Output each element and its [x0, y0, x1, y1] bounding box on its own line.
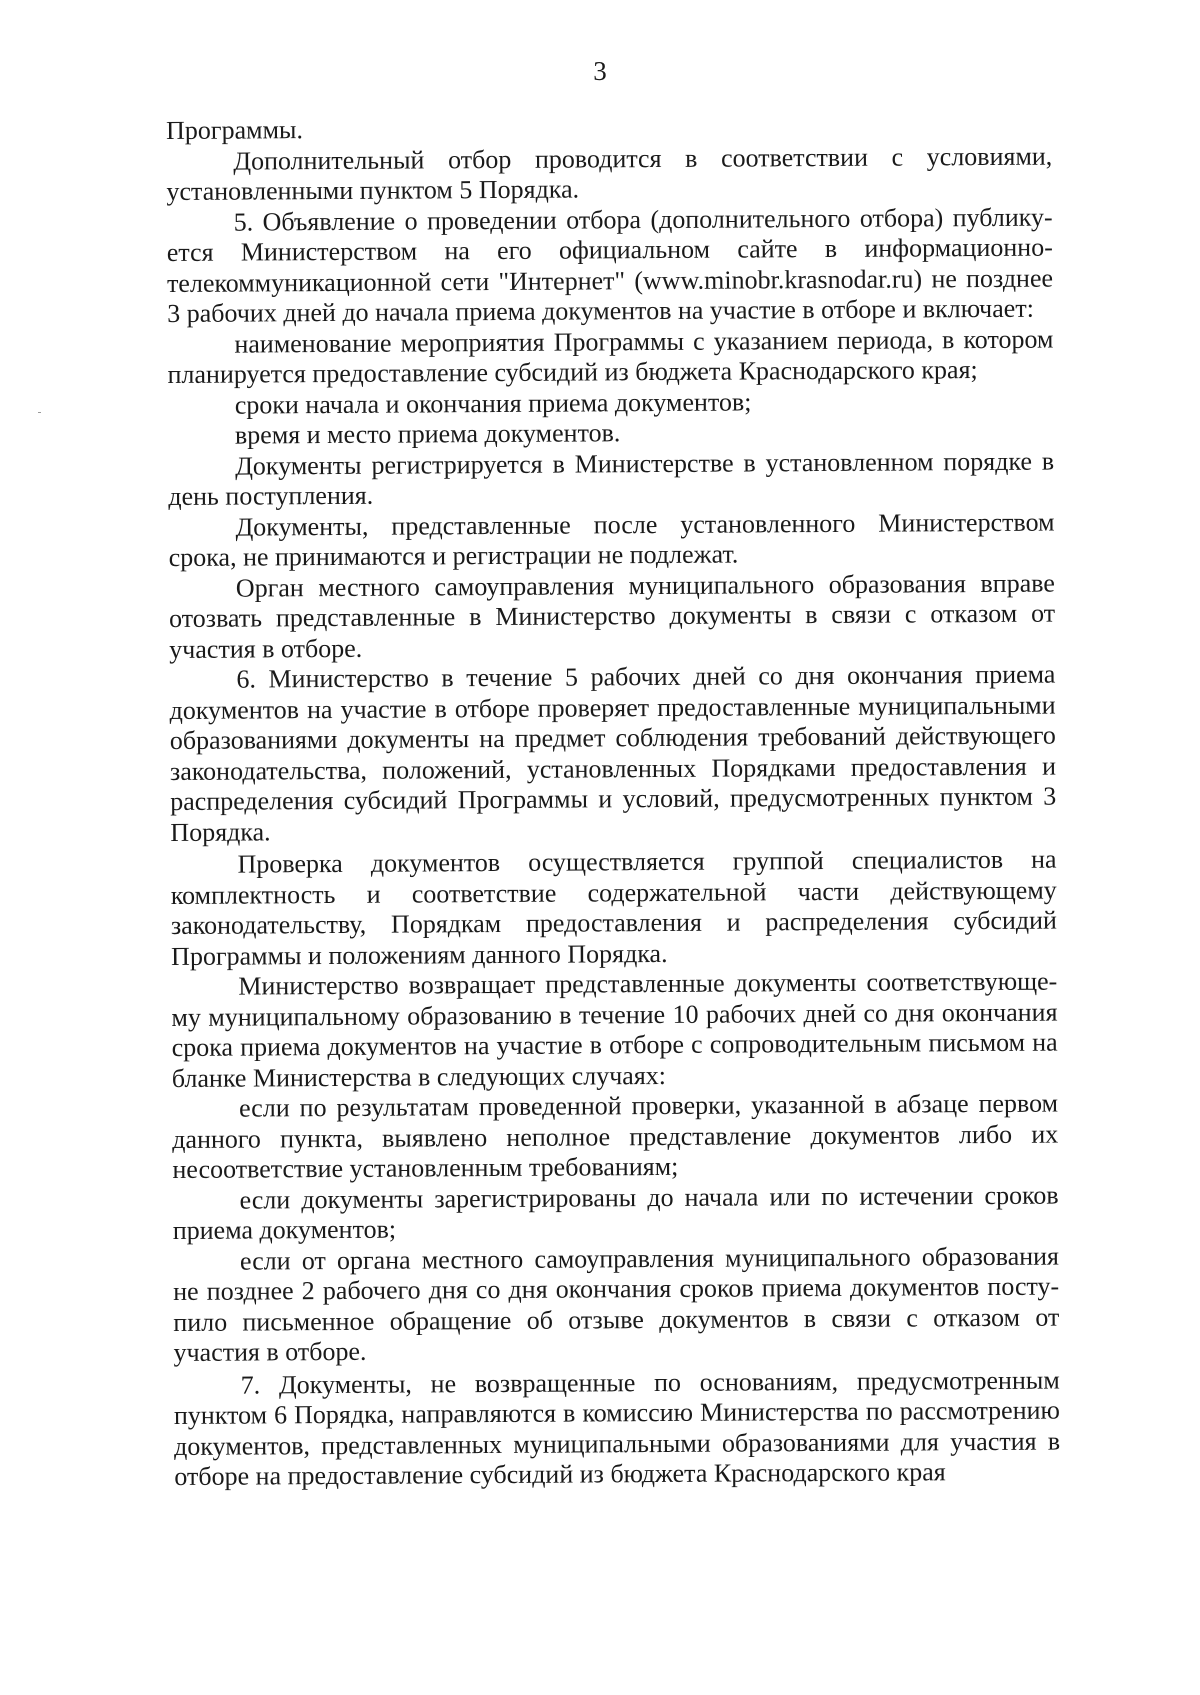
paragraph-item-5: 5. Объявление о проведении отбора (дополнительного отбора) публикуется Министерством на его официальном сайте в информационно-телекоммуникационной сети "Интернет" (www.minobr.krasnodar.ru) не позднее 3 рабочих дней до начала приема документов на участие в отборе и включает:	[166, 202, 1054, 328]
paragraph-time-place: время и место приема документов.	[234, 418, 621, 450]
paragraph-case-incomplete: если по результатам проведенной проверки, указанной в абзаце первом данного пункта, выявлено неполное представление документов либо их несоответствие установленным требованиям;	[172, 1088, 1059, 1184]
paragraph-additional-selection: Дополнительный отбор проводится в соответствии с условиями, установленными пунктом 5 Порядка.	[166, 141, 1053, 206]
page-number: 3	[593, 56, 607, 86]
paragraph-return-documents: Министерство возвращает представленные документы соответствующему муниципальному образованию в течение 10 рабочих дней со дня окончания срока приема документов на участие в отборе с сопроводительным письмом на бланке Министерства в следующих случаях:	[171, 966, 1058, 1093]
document-body	[166, 111, 1060, 1493]
paragraph-withdrawal: Орган местного самоуправления муниципального образования вправе отозвать представленные в Министерство документы в связи с отказом от участия в отборе.	[168, 568, 1056, 664]
paragraph-late-documents: Документы, представленные после установленного Министерством срока, не принимаются и регистрации не подлежат.	[168, 507, 1055, 572]
paragraph-item-7: 7. Документы, не возвращенные по основаниям, предусмотренным пунктом 6 Порядка, направляются в комиссию Министерства по рассмотрению документов, представленных муниципальными образованиями для участия в отборе на предоставление субсидий из бюджета Краснодарского края	[173, 1365, 1061, 1491]
paragraph-registration: Документы регистрируется в Министерстве в установленном порядке в день поступления.	[168, 446, 1055, 511]
paragraph-item-6: 6. Министерство в течение 5 рабочих дней со дня окончания приема документов на участие в отборе проверяет предоставленные муниципальными образованиями документы на предмет соблюдения требований действующего законодательства, положений, установленных Порядками предоставления и распределения субсидий Программы и условий, предусмотренных пунктом 3 Порядка.	[169, 659, 1057, 847]
paragraph-verification: Проверка документов осуществляется группой специалистов на комплектность и соответствие содержательной части действующему законодательству, Порядкам предоставления и распределения субсидий Программы и положениям данного Порядка.	[170, 844, 1058, 971]
paragraph-event-name: наименование мероприятия Программы с указанием периода, в котором планируется предоставление субсидий из бюджета Краснодарского края;	[167, 324, 1054, 389]
paragraph-program-end: Программы.	[166, 115, 304, 145]
scan-artifact	[38, 412, 41, 413]
paragraph-case-timing: если документы зарегистрированы до начала или по истечении сроков приема документов;	[172, 1180, 1059, 1245]
paragraph-deadlines: сроки начала и окончания приема документов;	[234, 386, 752, 420]
paragraph-case-recall: если от органа местного самоуправления муниципального образования не позднее 2 рабочего дня со дня окончания сроков приема документов поступило письменное обращение об отзыве документов в связи с отказом от участия в отборе.	[173, 1241, 1060, 1367]
